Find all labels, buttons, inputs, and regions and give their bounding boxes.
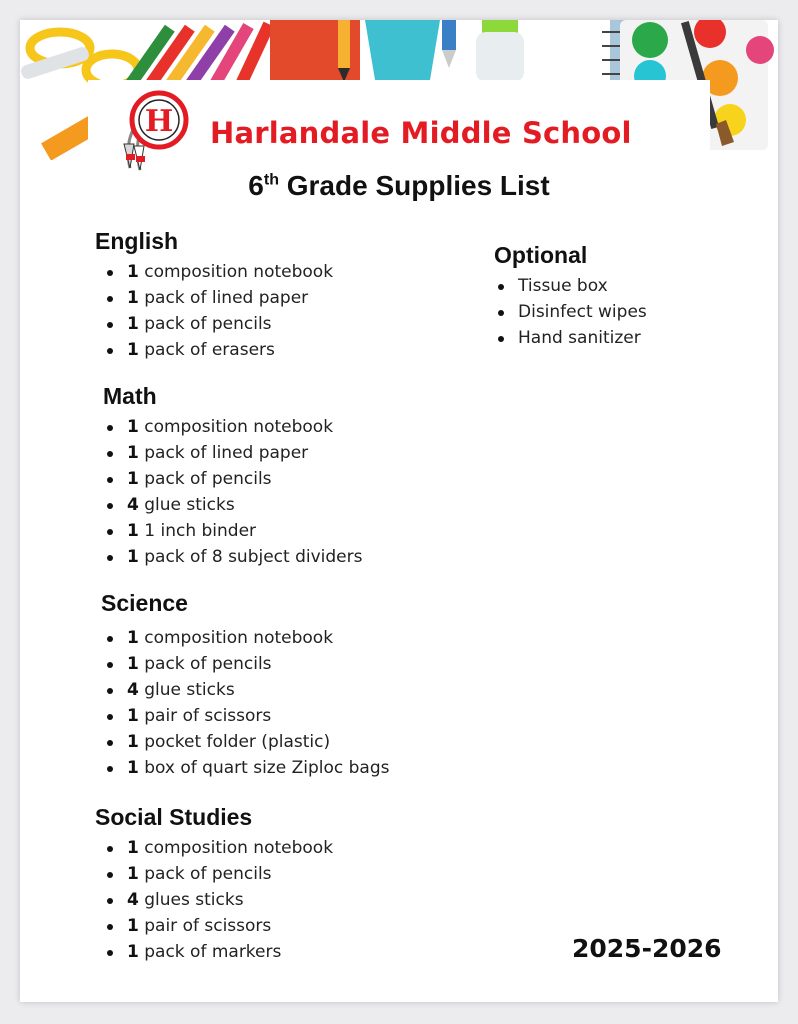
list-item xyxy=(107,913,333,939)
item-qty: 1 xyxy=(127,262,139,282)
list-item xyxy=(107,861,333,887)
list-item xyxy=(107,337,333,363)
item-qty: 1 xyxy=(127,314,139,334)
section-heading: English xyxy=(95,228,179,254)
item-text: pocket folder (plastic) xyxy=(144,732,331,752)
item-qty: 1 xyxy=(127,732,139,752)
item-qty: 1 xyxy=(127,942,139,962)
section-science xyxy=(101,590,389,781)
item-text: glues sticks xyxy=(144,890,244,910)
list-item xyxy=(107,677,389,703)
item-qty: 1 xyxy=(127,340,139,360)
section-heading: Science xyxy=(101,590,188,616)
list-item xyxy=(107,729,389,755)
grade-ordinal: th xyxy=(263,171,279,189)
item-qty: 1 xyxy=(127,547,139,567)
list-item xyxy=(498,299,647,325)
list-item xyxy=(107,466,362,492)
list-item xyxy=(498,273,647,299)
header-banner xyxy=(88,80,710,174)
section-heading: Social Studies xyxy=(95,804,253,830)
scissors-icon xyxy=(20,32,138,86)
item-text: pack of markers xyxy=(144,942,282,962)
list-item xyxy=(107,259,333,285)
item-text: composition notebook xyxy=(144,838,334,858)
item-text: pack of 8 subject dividers xyxy=(144,547,363,567)
item-qty: 4 xyxy=(127,680,139,700)
item-text: pair of scissors xyxy=(144,706,272,726)
section-heading: Optional xyxy=(494,242,588,268)
grade-number: 6 xyxy=(248,170,264,201)
section-optional xyxy=(494,242,647,351)
pen-icon xyxy=(442,20,456,68)
list-item xyxy=(107,651,389,677)
supply-list xyxy=(494,273,647,351)
item-qty: 1 xyxy=(127,864,139,884)
section-social-studies xyxy=(95,804,333,965)
item-text: Disinfect wipes xyxy=(518,302,647,322)
list-item xyxy=(107,440,362,466)
list-item xyxy=(107,835,333,861)
item-qty: 1 xyxy=(127,288,139,308)
list-item xyxy=(107,492,362,518)
list-item xyxy=(498,325,647,351)
school-logo-icon xyxy=(114,84,194,174)
item-text: pack of pencils xyxy=(144,314,272,334)
item-qty: 1 xyxy=(127,758,139,778)
item-text: box of quart size Ziploc bags xyxy=(144,758,390,778)
item-text: pair of scissors xyxy=(144,916,272,936)
list-item xyxy=(107,518,362,544)
section-math xyxy=(103,383,362,570)
item-qty: 1 xyxy=(127,417,139,437)
section-heading: Math xyxy=(103,383,157,409)
item-qty: 4 xyxy=(127,495,139,515)
list-item xyxy=(107,414,362,440)
item-text: pack of pencils xyxy=(144,864,272,884)
supply-list xyxy=(103,414,362,570)
title-text: Grade Supplies List xyxy=(286,170,550,201)
logo-letter: H xyxy=(144,104,174,139)
item-qty: 1 xyxy=(127,838,139,858)
item-text: pack of lined paper xyxy=(144,443,309,463)
section-english xyxy=(95,228,333,363)
page-title xyxy=(20,170,778,202)
item-text: glue sticks xyxy=(144,680,235,700)
list-item xyxy=(107,703,389,729)
list-item xyxy=(107,939,333,965)
item-qty: 1 xyxy=(127,706,139,726)
item-text: Tissue box xyxy=(518,276,608,296)
item-qty: 4 xyxy=(127,890,139,910)
item-qty: 1 xyxy=(127,443,139,463)
school-name: Harlandale Middle School xyxy=(210,116,632,150)
item-text: composition notebook xyxy=(144,417,334,437)
list-item xyxy=(107,544,362,570)
supply-list-page xyxy=(20,20,778,1002)
school-year: 2025-2026 xyxy=(572,934,722,963)
supply-list xyxy=(101,625,389,781)
marker-icon xyxy=(476,20,524,82)
item-qty: 1 xyxy=(127,654,139,674)
item-text: composition notebook xyxy=(144,262,334,282)
supply-list xyxy=(95,259,333,363)
item-text: Hand sanitizer xyxy=(518,328,641,348)
list-item xyxy=(107,887,333,913)
item-text: 1 inch binder xyxy=(144,521,257,541)
item-text: pack of pencils xyxy=(144,654,272,674)
item-qty: 1 xyxy=(127,521,139,541)
item-text: composition notebook xyxy=(144,628,334,648)
item-qty: 1 xyxy=(127,916,139,936)
item-text: glue sticks xyxy=(144,495,235,515)
list-item xyxy=(107,285,333,311)
folder-icon xyxy=(270,20,440,80)
item-text: pack of pencils xyxy=(144,469,272,489)
item-qty: 1 xyxy=(127,469,139,489)
item-text: pack of lined paper xyxy=(144,288,309,308)
item-qty: 1 xyxy=(127,628,139,648)
supply-list xyxy=(95,835,333,965)
list-item xyxy=(107,625,389,651)
item-text: pack of erasers xyxy=(144,340,275,360)
list-item xyxy=(107,755,389,781)
list-item xyxy=(107,311,333,337)
